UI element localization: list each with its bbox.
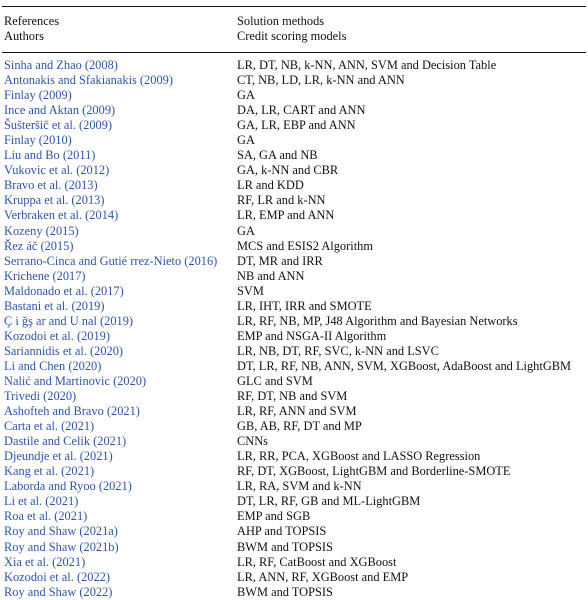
- table-row: [0, 163, 588, 178]
- author-reference-link[interactable]: Ashofteh and Bravo (2021): [4, 404, 140, 419]
- solution-methods-cell: NB and ANN: [237, 268, 305, 283]
- table-row: [0, 585, 588, 600]
- solution-methods-cell: GA: [237, 133, 255, 148]
- solution-methods-cell: RF, DT, NB and SVM: [237, 389, 348, 404]
- header-authors: Authors: [4, 29, 44, 43]
- table-row: [0, 434, 588, 449]
- solution-methods-cell: LR, RF, ANN and SVM: [237, 404, 357, 419]
- author-reference-link[interactable]: Dastile and Celik (2021): [4, 434, 127, 449]
- solution-methods-cell: AHP and TOPSIS: [237, 524, 327, 539]
- author-reference-link[interactable]: Kozodoi et al. (2022): [4, 569, 110, 584]
- author-reference-link[interactable]: Finlay (2010): [4, 133, 72, 148]
- author-reference-link[interactable]: Krichene (2017): [4, 268, 86, 283]
- solution-methods-cell: LR, IHT, IRR and SMOTE: [237, 298, 372, 313]
- solution-methods-cell: LR, RR, PCA, XGBoost and LASSO Regression: [237, 449, 481, 464]
- author-reference-link[interactable]: Roa et al. (2021): [4, 509, 88, 524]
- solution-methods-cell: LR, RF, NB, MP, J48 Algorithm and Bayesian Networks: [237, 313, 518, 328]
- solution-methods-cell: BWM and TOPSIS: [237, 539, 333, 554]
- author-reference-link[interactable]: Xia et al. (2021): [4, 554, 86, 569]
- header-row-2: [0, 29, 588, 44]
- solution-methods-cell: RF, DT, XGBoost, LightGBM and Borderline-SMOTE: [237, 464, 511, 479]
- author-reference-link[interactable]: Roy and Shaw (2021a): [4, 524, 118, 539]
- author-reference-link[interactable]: Serrano-Cinca and Gutié rrez-Nieto (2016): [4, 253, 218, 268]
- solution-methods-cell: LR, RA, SVM and k-NN: [237, 479, 362, 494]
- table-row: [0, 254, 588, 269]
- author-reference-link[interactable]: Nalić and Martinovic (2020): [4, 373, 147, 388]
- table-row: [0, 103, 588, 118]
- table-row: [0, 359, 588, 374]
- author-reference-link[interactable]: Laborda and Ryoo (2021): [4, 479, 132, 494]
- header-row-1: [0, 14, 588, 29]
- author-reference-link[interactable]: Antonakis and Sfakianakis (2009): [4, 73, 173, 88]
- solution-methods-cell: DT, LR, RF, GB and ML-LightGBM: [237, 494, 421, 509]
- table-row: [0, 299, 588, 314]
- solution-methods-cell: GA, LR, EBP and ANN: [237, 118, 356, 133]
- author-reference-link[interactable]: Vukovic et al. (2012): [4, 163, 110, 178]
- header-rule: [2, 52, 586, 53]
- header-credit-scoring-models: Credit scoring models: [237, 29, 347, 43]
- author-reference-link[interactable]: Li et al. (2021): [4, 494, 79, 509]
- table-row: [0, 133, 588, 148]
- table-row: [0, 555, 588, 570]
- solution-methods-cell: LR, DT, NB, k-NN, ANN, SVM and Decision Table: [237, 58, 497, 72]
- author-reference-link[interactable]: Li and Chen (2020): [4, 358, 102, 373]
- solution-methods-cell: MCS and ESIS2 Algorithm: [237, 238, 373, 253]
- solution-methods-cell: GB, AB, RF, DT and MP: [237, 419, 362, 434]
- table-row: [0, 509, 588, 524]
- table-row: [0, 58, 588, 73]
- solution-methods-cell: DT, LR, RF, NB, ANN, SVM, XGBoost, AdaBoost and LightGBM: [237, 358, 572, 373]
- table-row: [0, 374, 588, 389]
- author-reference-link[interactable]: Sariannidis et al. (2020): [4, 343, 124, 358]
- author-reference-link[interactable]: Kang et al. (2021): [4, 464, 95, 479]
- author-reference-link[interactable]: Ç i ğş ar and U nal (2019): [4, 313, 134, 328]
- solution-methods-cell: LR and KDD: [237, 178, 304, 193]
- author-reference-link[interactable]: Roy and Shaw (2021b): [4, 539, 119, 554]
- table-body: [0, 58, 588, 600]
- table-row: [0, 224, 588, 239]
- author-reference-link[interactable]: Roy and Shaw (2022): [4, 584, 113, 599]
- table-row: [0, 404, 588, 419]
- author-reference-link[interactable]: Djeundje et al. (2021): [4, 449, 113, 464]
- solution-methods-cell: SA, GA and NB: [237, 148, 318, 163]
- author-reference-link[interactable]: Ince and Aktan (2009): [4, 103, 116, 118]
- table-row: [0, 118, 588, 133]
- table-row: [0, 419, 588, 434]
- table-row: [0, 148, 588, 163]
- table-row: [0, 284, 588, 299]
- solution-methods-cell: CNNs: [237, 434, 268, 449]
- author-reference-link[interactable]: Trivedi (2020): [4, 389, 77, 404]
- top-rule: [2, 6, 586, 7]
- table-row: [0, 329, 588, 344]
- table-row: [0, 269, 588, 284]
- table-row: [0, 178, 588, 193]
- table-row: [0, 344, 588, 359]
- table-row: [0, 314, 588, 329]
- author-reference-link[interactable]: Kruppa et al. (2013): [4, 193, 105, 208]
- table-header: [0, 14, 588, 44]
- author-reference-link[interactable]: Řez áč (2015): [4, 238, 74, 253]
- table-row: [0, 494, 588, 509]
- table-row: [0, 464, 588, 479]
- header-references: References: [4, 14, 60, 28]
- author-reference-link[interactable]: Kozodoi et al. (2019): [4, 328, 110, 343]
- table-row: [0, 88, 588, 103]
- table-row: [0, 239, 588, 254]
- solution-methods-cell: GA, k-NN and CBR: [237, 163, 339, 178]
- solution-methods-cell: LR, RF, CatBoost and XGBoost: [237, 554, 397, 569]
- solution-methods-cell: GLC and SVM: [237, 373, 313, 388]
- solution-methods-cell: LR, NB, DT, RF, SVC, k-NN and LSVC: [237, 343, 439, 358]
- solution-methods-cell: SVM: [237, 283, 264, 298]
- table-row: [0, 73, 588, 88]
- author-reference-link[interactable]: Bravo et al. (2013): [4, 178, 98, 193]
- author-reference-link[interactable]: Bastani et al. (2019): [4, 298, 105, 313]
- solution-methods-cell: EMP and NSGA-II Algorithm: [237, 328, 387, 343]
- author-reference-link[interactable]: Finlay (2009): [4, 88, 72, 103]
- author-reference-link[interactable]: Sinha and Zhao (2008): [4, 58, 118, 72]
- table-row: [0, 449, 588, 464]
- table-row: [0, 540, 588, 555]
- header-solution-methods: Solution methods: [237, 14, 325, 28]
- solution-methods-cell: LR, EMP and ANN: [237, 208, 335, 223]
- solution-methods-cell: RF, LR and k-NN: [237, 193, 326, 208]
- table-row: [0, 389, 588, 404]
- author-reference-link[interactable]: Liu and Bo (2011): [4, 148, 96, 163]
- author-reference-link[interactable]: Kozeny (2015): [4, 223, 79, 238]
- author-reference-link[interactable]: Verbraken et al. (2014): [4, 208, 119, 223]
- table-row: [0, 208, 588, 223]
- table-row: [0, 193, 588, 208]
- solution-methods-cell: CT, NB, LD, LR, k-NN and ANN: [237, 73, 405, 88]
- solution-methods-cell: LR, ANN, RF, XGBoost and EMP: [237, 569, 409, 584]
- solution-methods-cell: DA, LR, CART and ANN: [237, 103, 366, 118]
- table-row: [0, 570, 588, 585]
- author-reference-link[interactable]: Šušteršič et al. (2009): [4, 118, 113, 133]
- table-row: [0, 479, 588, 494]
- solution-methods-cell: GA: [237, 88, 255, 103]
- solution-methods-cell: GA: [237, 223, 255, 238]
- solution-methods-cell: EMP and SGB: [237, 509, 311, 524]
- solution-methods-cell: DT, MR and IRR: [237, 253, 323, 268]
- author-reference-link[interactable]: Maldonado et al. (2017): [4, 283, 124, 298]
- author-reference-link[interactable]: Carta et al. (2021): [4, 419, 95, 434]
- table-row: [0, 524, 588, 539]
- solution-methods-cell: BWM and TOPSIS: [237, 584, 333, 599]
